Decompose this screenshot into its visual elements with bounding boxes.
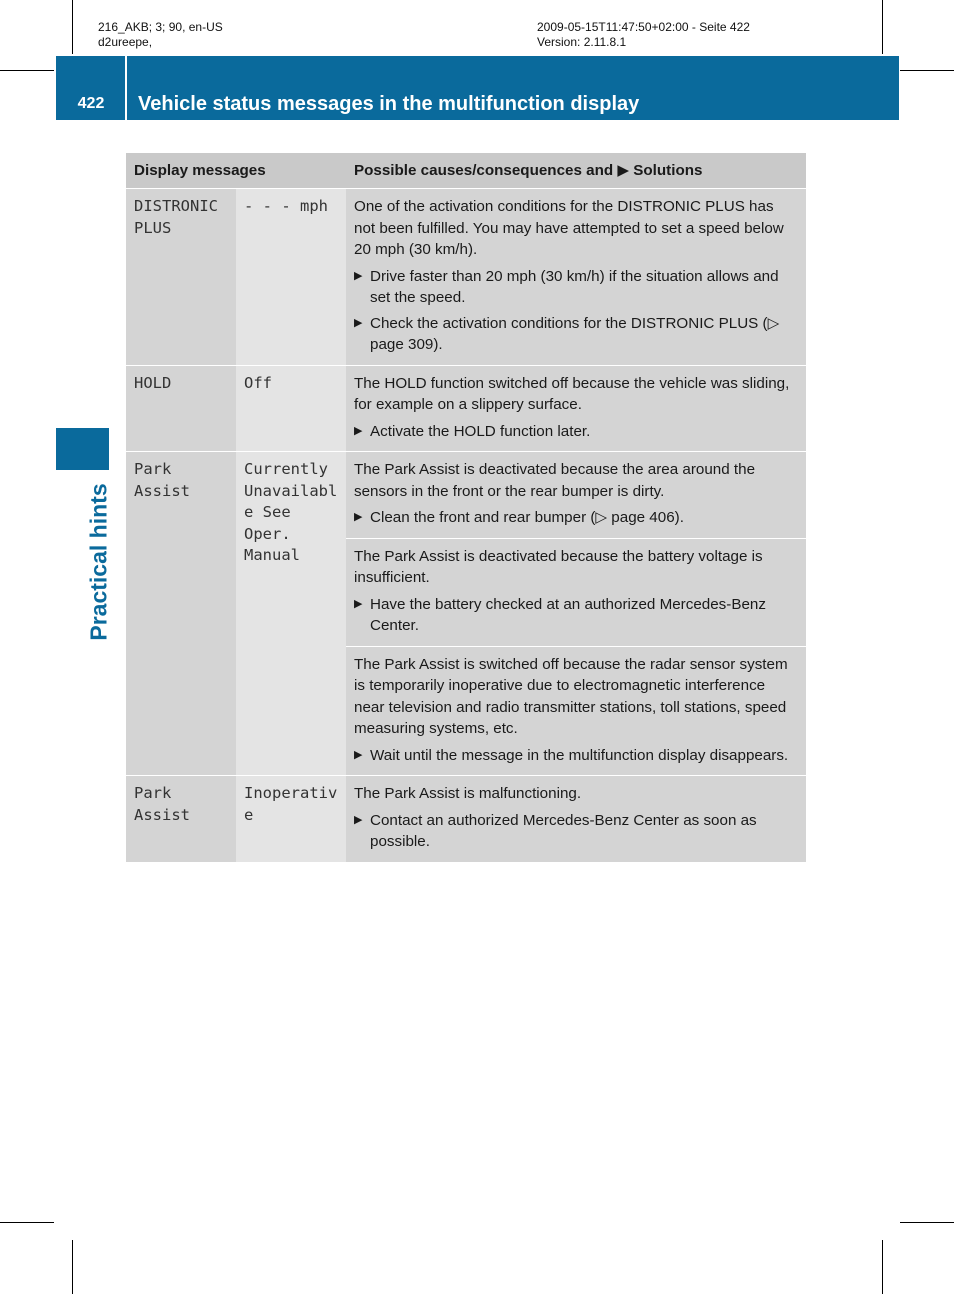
- display-message-cell: [126, 452, 236, 776]
- page-number: 422: [77, 95, 105, 112]
- message-line: e See: [244, 503, 291, 521]
- play-arrow-icon: ▶: [354, 597, 363, 610]
- play-arrow-icon: ▶: [354, 813, 363, 826]
- column-header-causes-solutions: Possible causes/consequences and ▶ Solutions: [346, 153, 806, 189]
- table-row: [126, 776, 806, 863]
- cause-solution-cell: [346, 365, 806, 452]
- print-meta-line: 216_AKB; 3; 90, en-US: [98, 20, 223, 34]
- play-arrow-icon: ▶: [354, 748, 363, 761]
- cause-text: The Park Assist is deactivated because the area around the sensors in the front or the rear bumper is dirty.: [354, 461, 756, 500]
- message-line: HOLD: [134, 373, 172, 392]
- solution-step: [354, 507, 798, 529]
- message-line: Park: [134, 784, 172, 802]
- message-line: Off: [244, 373, 272, 392]
- message-line: Oper.: [244, 524, 291, 543]
- display-message-cell: [126, 189, 236, 366]
- header-divider: [125, 56, 127, 120]
- cause-text: One of the activation conditions for the DISTRONIC PLUS has not been fulfilled. You may have attempted to set a speed below 20 mph (30 km/h).: [354, 198, 784, 258]
- cause-solution-cell: [346, 538, 806, 646]
- column-header-display-messages: Display messages: [126, 153, 346, 189]
- cause-solution-cell: [346, 646, 806, 776]
- message-line: PLUS: [134, 218, 172, 237]
- display-message-cell: [126, 776, 236, 863]
- solution-step-text: Check the activation conditions for the DISTRONIC PLUS (▷ page 309).: [370, 314, 780, 353]
- play-arrow-icon: ▶: [354, 316, 363, 329]
- message-line: DISTRONIC: [134, 197, 218, 215]
- print-meta-right: [537, 20, 750, 50]
- cause-solution-cell: [346, 452, 806, 539]
- table-row: [126, 189, 806, 366]
- crop-mark: [0, 70, 54, 71]
- crop-mark: [900, 1222, 954, 1223]
- solution-step-text: Have the battery checked at an authorized Mercedes-Benz Center.: [370, 595, 766, 634]
- cause-text: The HOLD function switched off because the vehicle was sliding, for example on a slippery surface.: [354, 374, 790, 413]
- status-messages-table: [126, 153, 806, 863]
- side-tab-marker: [56, 428, 109, 470]
- crop-mark: [882, 1240, 883, 1294]
- cause-text: The Park Assist is deactivated because the battery voltage is insufficient.: [354, 547, 763, 586]
- side-tab-label: Practical hints: [85, 483, 112, 641]
- display-message-value-cell: [236, 452, 346, 776]
- play-arrow-icon: ▶: [354, 424, 363, 437]
- play-arrow-icon: ▶: [354, 511, 363, 523]
- message-line: Inoperativ: [244, 784, 338, 802]
- print-meta-line: d2ureepe,: [98, 35, 153, 49]
- solution-step-text: Drive faster than 20 mph (30 km/h) if the situation allows and set the speed.: [370, 267, 779, 306]
- message-line: Assist: [134, 481, 190, 500]
- solution-step: [354, 594, 798, 637]
- solution-step-text: Clean the front and rear bumper (▷ page 406).: [370, 509, 684, 526]
- crop-mark: [900, 70, 954, 71]
- message-line: Assist: [134, 805, 190, 824]
- solution-step-text: Activate the HOLD function later.: [370, 422, 591, 440]
- cause-solution-cell: [346, 189, 806, 366]
- page-title: Vehicle status messages in the multifunction display: [138, 93, 640, 115]
- display-message-cell: [126, 365, 236, 452]
- solution-step: [354, 810, 798, 853]
- solution-step: [354, 313, 798, 356]
- cause-solution-cell: [346, 776, 806, 863]
- table-header-row: [126, 153, 806, 189]
- solution-step: [354, 745, 798, 767]
- table-row: [126, 365, 806, 452]
- solution-step-text: Wait until the message in the multifunction display disappears.: [370, 746, 789, 764]
- table-body: [126, 189, 806, 863]
- print-meta-line: Version: 2.11.8.1: [537, 35, 627, 49]
- message-line: Manual: [244, 546, 300, 564]
- solution-step: [354, 266, 798, 309]
- solution-step: [354, 421, 798, 443]
- message-line: e: [244, 805, 254, 824]
- message-line: Park: [134, 460, 172, 478]
- crop-mark: [0, 1222, 54, 1223]
- crop-mark: [72, 1240, 73, 1294]
- play-arrow-icon: ▶: [354, 269, 363, 282]
- crop-mark: [882, 0, 883, 54]
- print-meta-left: [98, 20, 223, 50]
- display-message-value-cell: [236, 365, 346, 452]
- cause-text: The Park Assist is switched off because the radar sensor system is temporarily inoperative due to electromagnetic interference near television and radio transmitter stations, toll stations, speed measuring systems, etc.: [354, 655, 788, 737]
- message-line: Unavailabl: [244, 481, 338, 500]
- message-line: Currently: [244, 460, 328, 478]
- message-line: - - - mph: [244, 197, 328, 215]
- display-message-value-cell: [236, 189, 346, 366]
- display-message-value-cell: [236, 776, 346, 863]
- cause-text: The Park Assist is malfunctioning.: [354, 785, 582, 802]
- solution-step-text: Contact an authorized Mercedes-Benz Center as soon as possible.: [370, 811, 757, 850]
- crop-mark: [72, 0, 73, 54]
- table-row: [126, 452, 806, 539]
- print-meta-line: 2009-05-15T11:47:50+02:00 - Seite 422: [537, 20, 750, 34]
